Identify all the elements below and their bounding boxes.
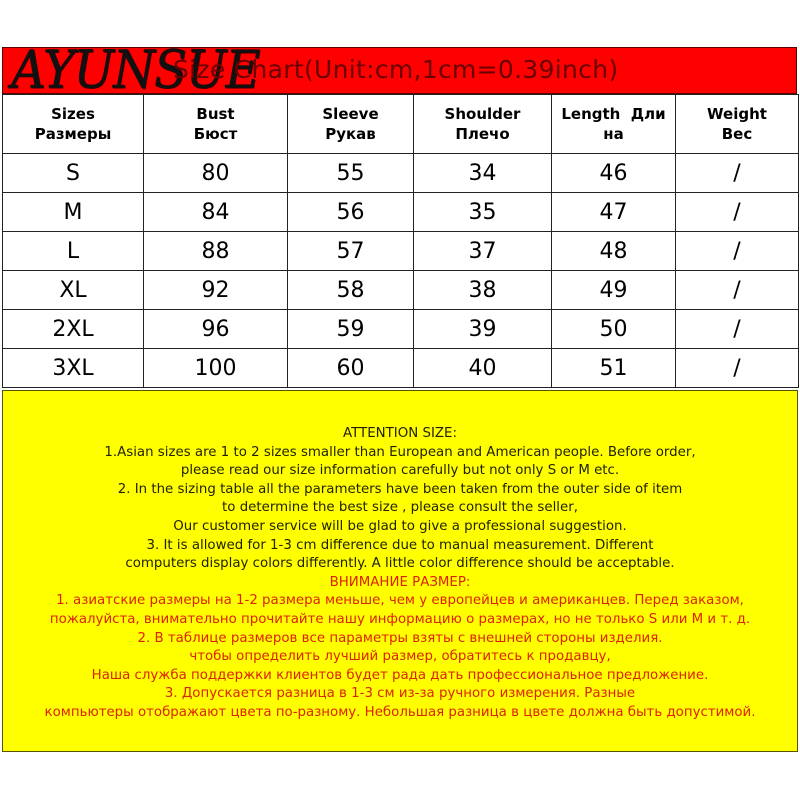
header-ru: Размеры bbox=[34, 125, 112, 143]
header-ru: Рукав bbox=[325, 125, 376, 143]
brand-logo: AYUNSUE bbox=[11, 39, 260, 101]
cell-shoulder: 34 bbox=[414, 154, 552, 193]
cell-shoulder: 37 bbox=[414, 232, 552, 271]
notice-en-line: please read our size information carefully but not only S or M etc. bbox=[180, 462, 620, 479]
cell-length: 47 bbox=[552, 193, 676, 232]
header-ru: на bbox=[603, 125, 624, 143]
notice-en-line: 2. In the sizing table all the parameters have been taken from the outer side of item bbox=[117, 480, 683, 497]
table-row bbox=[3, 310, 799, 349]
cell-shoulder: 39 bbox=[414, 310, 552, 349]
notice-en-line: Our customer service will be glad to give a professional suggestion. bbox=[173, 517, 627, 534]
header-ru: Бюст bbox=[193, 125, 238, 143]
cell-length: 46 bbox=[552, 154, 676, 193]
notice-ru-line: 2. В таблице размеров все параметры взяты с внешней стороны изделия. bbox=[137, 629, 663, 646]
cell-sleeve: 56 bbox=[288, 193, 414, 232]
column-header-bust bbox=[144, 95, 288, 154]
cell-shoulder: 40 bbox=[414, 349, 552, 388]
cell-size: S bbox=[3, 154, 144, 193]
header-en: Shoulder bbox=[444, 105, 521, 123]
cell-bust: 84 bbox=[144, 193, 288, 232]
notice-ru-line: Наша служба поддержки клиентов будет рада дать профессиональное предложение. bbox=[91, 666, 709, 683]
notice-en-line: 3. It is allowed for 1-3 cm difference due to manual measurement. Different bbox=[146, 536, 654, 553]
notice-ru-heading: ВНИМАНИЕ РАЗМЕР: bbox=[329, 573, 471, 590]
cell-size: XL bbox=[3, 271, 144, 310]
cell-weight: / bbox=[676, 232, 799, 271]
cell-length: 51 bbox=[552, 349, 676, 388]
table-header-row bbox=[3, 95, 799, 154]
cell-shoulder: 35 bbox=[414, 193, 552, 232]
cell-shoulder: 38 bbox=[414, 271, 552, 310]
column-header-weight bbox=[676, 95, 799, 154]
notice-ru-line: чтобы определить лучший размер, обратитесь к продавцу, bbox=[189, 648, 611, 665]
notice-en-line: computers display colors differently. A little color difference should be acceptable. bbox=[125, 555, 675, 572]
header-ru: Плечо bbox=[455, 125, 510, 143]
header-ru: Вес bbox=[721, 125, 753, 143]
cell-size: L bbox=[3, 232, 144, 271]
table-row bbox=[3, 349, 799, 388]
header-en: Weight bbox=[707, 105, 767, 123]
header-en: Sizes bbox=[51, 105, 95, 123]
cell-length: 50 bbox=[552, 310, 676, 349]
cell-bust: 88 bbox=[144, 232, 288, 271]
table-row bbox=[3, 232, 799, 271]
cell-size: 3XL bbox=[3, 349, 144, 388]
cell-length: 49 bbox=[552, 271, 676, 310]
cell-sleeve: 59 bbox=[288, 310, 414, 349]
header-en: Length Дли bbox=[561, 105, 666, 123]
cell-sleeve: 58 bbox=[288, 271, 414, 310]
column-header-sleeve bbox=[288, 95, 414, 154]
cell-size: 2XL bbox=[3, 310, 144, 349]
cell-weight: / bbox=[676, 154, 799, 193]
header-en: Sleeve bbox=[322, 105, 379, 123]
notice-ru-line: компьютеры отображают цвета по-разному. Небольшая разница в цвете должна быть допустимой. bbox=[44, 703, 756, 720]
column-header-shoulder bbox=[414, 95, 552, 154]
cell-weight: / bbox=[676, 310, 799, 349]
table-row bbox=[3, 271, 799, 310]
cell-bust: 80 bbox=[144, 154, 288, 193]
chart-title: Size Chart(Unit:cm,1cm=0.39inch) bbox=[173, 55, 619, 84]
cell-sleeve: 55 bbox=[288, 154, 414, 193]
column-header-sizes bbox=[3, 95, 144, 154]
cell-size: M bbox=[3, 193, 144, 232]
notice-en-heading: ATTENTION SIZE: bbox=[343, 425, 457, 441]
cell-length: 48 bbox=[552, 232, 676, 271]
notice-en-line: to determine the best size , please consult the seller, bbox=[222, 499, 578, 516]
cell-bust: 100 bbox=[144, 349, 288, 388]
notice-en-line: 1.Asian sizes are 1 to 2 sizes smaller than European and American people. Before order, bbox=[104, 443, 696, 460]
column-header-length bbox=[552, 95, 676, 154]
table-row bbox=[3, 154, 799, 193]
notice-ru-line: 3. Допускается разница в 1-3 см из-за ручного измерения. Разные bbox=[164, 685, 636, 702]
notice-ru-line: 1. азиатские размеры на 1-2 размера меньше, чем у европейцев и американцев. Перед заказом, bbox=[56, 592, 744, 609]
cell-bust: 96 bbox=[144, 310, 288, 349]
cell-weight: / bbox=[676, 193, 799, 232]
cell-sleeve: 57 bbox=[288, 232, 414, 271]
attention-notice bbox=[2, 390, 798, 752]
notice-ru-line: пожалуйста, внимательно прочитайте нашу информацию о размерах, но не только S или M и т. д. bbox=[49, 610, 751, 627]
table-row bbox=[3, 193, 799, 232]
size-chart-title-bar bbox=[2, 39, 797, 101]
size-table bbox=[2, 94, 799, 388]
header-en: Bust bbox=[196, 105, 235, 123]
cell-weight: / bbox=[676, 349, 799, 388]
cell-weight: / bbox=[676, 271, 799, 310]
cell-bust: 92 bbox=[144, 271, 288, 310]
cell-sleeve: 60 bbox=[288, 349, 414, 388]
